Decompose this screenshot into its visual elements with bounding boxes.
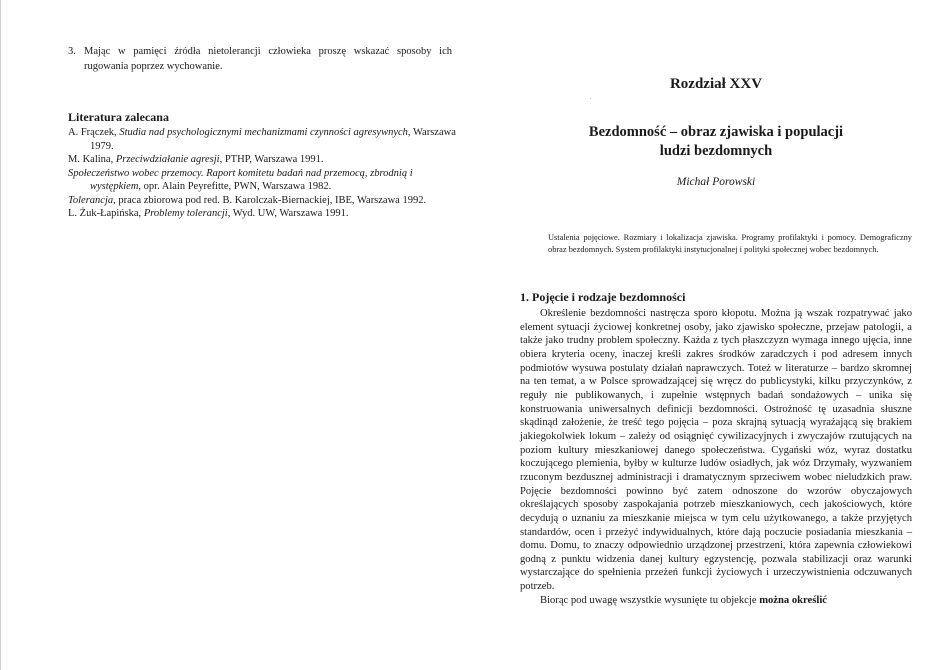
section-heading: 1. Pojęcie i rodzaje bezdomności	[520, 290, 686, 304]
question-item	[68, 44, 452, 74]
entry-author: A. Frączek,	[68, 127, 120, 138]
entry-publication: , Wyd. UW, Warszawa 1991.	[227, 208, 349, 219]
literature-entry	[68, 126, 456, 153]
entry-title: Studia nad psychologicznymi mechanizmami czynności agresywnych	[119, 127, 408, 138]
chapter-title-line: Bezdomność – obraz zjawiska i populacji	[588, 124, 844, 140]
chapter-title	[520, 123, 912, 161]
literature-entry	[68, 207, 456, 221]
entry-title: Tolerancja	[68, 194, 114, 206]
body-paragraph	[520, 594, 912, 608]
chapter-heading: Rozdział XXV	[669, 76, 763, 92]
entry-author: L. Żuk-Łapińska,	[68, 208, 144, 219]
entry-title: Problemy tolerancji	[143, 208, 228, 219]
chapter-abstract: Ustalenia pojęciowe. Rozmiary i lokalizacja zjawiska. Programy profilaktyki i pomocy. Demograficzny obraz bezdomnych. System profilaktyki instytucjonalnej i polityki społecznej wobec bezdomnych.	[548, 233, 912, 254]
entry-title: Przeciwdziałanie agresji	[115, 154, 220, 165]
entry-publication: , Warszawa 1979.	[90, 127, 456, 152]
right-page	[520, 0, 912, 670]
chapter-author: Michał Porowski	[676, 176, 756, 188]
literature-entry	[68, 153, 456, 167]
literature-heading: Literatura zalecana	[68, 110, 169, 124]
body-paragraph: Określenie bezdomności nastręcza sporo kłopotu. Można ją wszak rozpatrywać jako element sytuacji życiowej konkretnej osoby, jako zjawisko społeczne, przejaw patologii, a także jako trudny problem społeczny. Każda z tych płaszczyzn wymaga innego ujęcia, inne obiera kryteria oceny, inaczej kreśli zakres środków zaradczych i pod adresem innych podmiotów wysuwa postulaty działań naprawczych. Toteż w literaturze – bardzo skromnej na ten temat, a w Polsce sprowadzającej się wręcz do publicystyki, kilku przyczynków, z reguły nie publikowanych, i zupełnie wstępnych badań sondażowych – unika się konstruowania uniwersalnych definicji bezdomności. Ostrożność tę uzasadnia słuszne skądinąd założenie, że treść tego pojęcia – poza skrajną sytuacją wyrażającą się brakiem jakiegokolwiek lokum – zależy od osiągnięć cywilizacyjnych i zwyczajów rzutujących na poziom kultury mieszkaniowej danego społeczeństwa. Cygański wóz, wyraz dostatku koczującego plemienia, byłby w kulturze ludów osiadłych, jak wóz Drzymały, wyzwaniem rzuconym bezdusznej administracji i dramatycznym sprzeciwem wobec nieludzkich praw. Pojęcie bezdomności powinno być zatem odnoszone do wzorów obyczajowych określających sposoby zaspokajania potrzeb mieszkaniowych, cech jakościowych, które decydują o uznaniu za mieszkanie miejsca w tym celu użytkowanego, a także przyjętych standardów, ocen i przeżyć indywidualnych, które dają poczucie posiadania mieszkania – domu. Domu, to znaczy odpowiednio urządzonej przestrzeni, która zapewnia człowiekowi godną z punktu widzenia danej kultury egzystencję, pozwala stabilizacji oraz warunki wystarczające do spełnienia przeżeń funkcji życiowych i urzeczywistnienia odczuwanych potrzeb.	[520, 308, 912, 593]
question-text: Mając w pamięci źródła nietolerancji człowieka proszę wskazać sposoby ich rugowania poprzez wychowanie.	[84, 46, 452, 72]
paragraph-start: Biorąc pod uwagę wszystkie wysunięte tu objekcje	[540, 594, 760, 606]
literature-entry	[68, 167, 456, 194]
paragraph-emphasis: można określić	[759, 594, 827, 606]
entry-title: Społeczeństwo wobec przemocy. Raport komitetu badań nad przemocą, zbrodnią i występkiem	[68, 167, 413, 192]
entry-publication: , opr. Alain Peyrefitte, PWN, Warszawa 1982.	[138, 181, 332, 192]
literature-list	[68, 126, 456, 221]
entry-publication: , PTHP, Warszawa 1991.	[219, 154, 324, 165]
entry-author: M. Kalina,	[68, 154, 116, 165]
literature-entry	[68, 194, 456, 208]
chapter-title-line: ludzi bezdomnych	[659, 143, 773, 159]
question-number: 3.	[68, 46, 76, 57]
left-page	[52, 0, 456, 670]
body-text	[520, 307, 912, 607]
page-edge	[0, 0, 1, 670]
entry-publication: , praca zbiorowa pod red. B. Karolczak-Biernackiej, IBE, Warszawa 1992.	[113, 194, 427, 206]
